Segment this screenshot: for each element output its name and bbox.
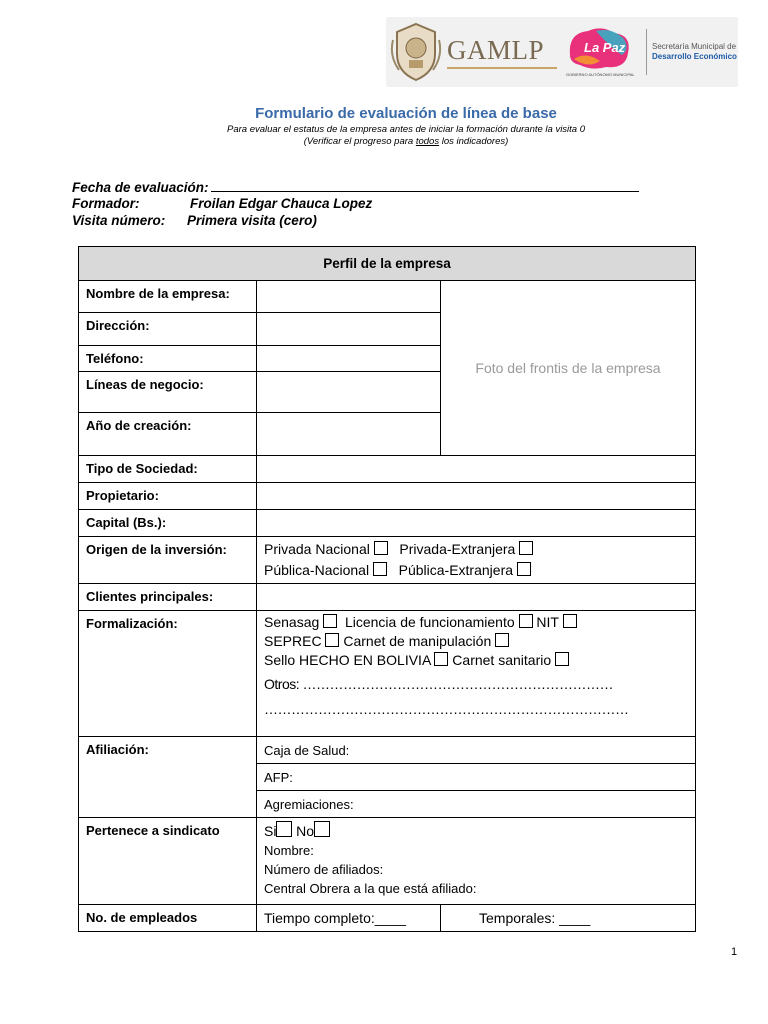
direccion-label: Dirección: bbox=[79, 313, 257, 346]
publica-extranjera-checkbox[interactable] bbox=[517, 562, 531, 576]
lapaz-logo-caption: GOBIERNO AUTÓNOMO MUNICIPAL bbox=[566, 72, 635, 77]
seprec-checkbox[interactable] bbox=[325, 633, 339, 647]
origen-label: Origen de la inversión: bbox=[79, 537, 257, 584]
gamlp-crest-icon bbox=[389, 20, 443, 84]
caja-salud-field[interactable]: Caja de Salud: bbox=[257, 737, 696, 764]
lineas-field[interactable] bbox=[257, 372, 441, 413]
tiempo-completo-field[interactable]: Tiempo completo:____ bbox=[257, 905, 441, 932]
fecha-row bbox=[72, 179, 639, 195]
afiliacion-label: Afiliación: bbox=[79, 737, 257, 818]
secretaria-line1: Secretaría Municipal de bbox=[652, 42, 737, 51]
anio-label: Año de creación: bbox=[79, 413, 257, 456]
carnet-sanitario-label: Carnet sanitario bbox=[452, 652, 552, 668]
clientes-field[interactable] bbox=[257, 584, 696, 611]
sindicato-afiliados[interactable]: Número de afiliados: bbox=[264, 862, 384, 877]
origen-options bbox=[257, 537, 696, 584]
afp-field[interactable]: AFP: bbox=[257, 764, 696, 791]
publica-extranjera-label: Pública-Extranjera bbox=[398, 562, 514, 578]
empleados-label: No. de empleados bbox=[79, 905, 257, 932]
anio-field[interactable] bbox=[257, 413, 441, 456]
direccion-field[interactable] bbox=[257, 313, 441, 346]
gamlp-logo-text: GAMLP bbox=[447, 35, 545, 65]
si-checkbox[interactable] bbox=[276, 821, 292, 837]
capital-field[interactable] bbox=[257, 510, 696, 537]
privada-extranjera-checkbox[interactable] bbox=[519, 541, 533, 555]
form-title: Formulario de evaluación de línea de base bbox=[255, 105, 557, 122]
formador-label: Formador: bbox=[72, 196, 140, 211]
photo-placeholder[interactable]: Foto del frontis de la empresa bbox=[441, 281, 696, 456]
form-subtitle-note: (Verificar el progreso para todos los indicadores) bbox=[303, 136, 509, 147]
gamlp-logo-underline bbox=[447, 67, 557, 69]
page-number: 1 bbox=[731, 946, 738, 958]
visita-value: Primera visita (cero) bbox=[187, 213, 317, 228]
temporales-field[interactable]: Temporales: ____ bbox=[441, 905, 696, 932]
sello-checkbox[interactable] bbox=[434, 652, 448, 666]
visita-label: Visita número: bbox=[72, 213, 166, 228]
seprec-label: SEPREC bbox=[264, 633, 322, 649]
otros-line-2[interactable]: ……………………………………………………………………… bbox=[264, 701, 629, 717]
telefono-label: Teléfono: bbox=[79, 346, 257, 372]
visita-row bbox=[72, 213, 317, 228]
publica-nacional-checkbox[interactable] bbox=[373, 562, 387, 576]
lapaz-logo-text: La Paz bbox=[584, 40, 626, 55]
telefono-field[interactable] bbox=[257, 346, 441, 372]
tipo-field[interactable] bbox=[257, 456, 696, 483]
tipo-label: Tipo de Sociedad: bbox=[79, 456, 257, 483]
si-label: Si bbox=[264, 823, 277, 839]
lineas-label: Líneas de negocio: bbox=[79, 372, 257, 413]
propietario-label: Propietario: bbox=[79, 483, 257, 510]
fecha-blank-line[interactable] bbox=[211, 179, 639, 192]
table-header: Perfil de la empresa bbox=[79, 247, 696, 281]
logo-divider bbox=[646, 29, 647, 75]
capital-label: Capital (Bs.): bbox=[79, 510, 257, 537]
form-subtitle: Para evaluar el estatus de la empresa antes de iniciar la formación durante la visita 0 bbox=[226, 124, 586, 135]
sindicato-nombre[interactable]: Nombre: bbox=[264, 843, 314, 858]
carnet-manipulacion-checkbox[interactable] bbox=[495, 633, 509, 647]
formador-row bbox=[72, 196, 372, 211]
agremiaciones-field[interactable]: Agremiaciones: bbox=[257, 791, 696, 818]
formalizacion-options bbox=[257, 611, 696, 737]
carnet-sanitario-checkbox[interactable] bbox=[555, 652, 569, 666]
sindicato-central[interactable]: Central Obrera a la que está afiliado: bbox=[264, 881, 477, 896]
clientes-label: Clientes principales: bbox=[79, 584, 257, 611]
carnet-manipulacion-label: Carnet de manipulación bbox=[343, 633, 492, 649]
nombre-field[interactable] bbox=[257, 281, 441, 313]
formador-value: Froilan Edgar Chauca Lopez bbox=[190, 196, 373, 211]
secretaria-line2: Desarrollo Económico bbox=[652, 52, 737, 61]
privada-nacional-checkbox[interactable] bbox=[374, 541, 388, 555]
propietario-field[interactable] bbox=[257, 483, 696, 510]
nit-checkbox[interactable] bbox=[563, 614, 577, 628]
privada-extranjera-label: Privada-Extranjera bbox=[399, 541, 516, 557]
licencia-checkbox[interactable] bbox=[519, 614, 533, 628]
otros-line[interactable]: Otros: …………………………………………………………… bbox=[264, 676, 614, 692]
sindicato-fields bbox=[257, 818, 696, 905]
nombre-label: Nombre de la empresa: bbox=[79, 281, 257, 313]
senasag-label: Senasag bbox=[264, 614, 320, 630]
fecha-label: Fecha de evaluación: bbox=[72, 180, 209, 195]
sindicato-label: Pertenece a sindicato bbox=[79, 818, 257, 905]
licencia-label: Licencia de funcionamiento bbox=[344, 614, 515, 630]
privada-nacional-label: Privada Nacional bbox=[264, 541, 370, 557]
sello-label: Sello HECHO EN BOLIVIA bbox=[264, 652, 431, 668]
underlined-word: todos bbox=[415, 136, 440, 147]
no-label: No bbox=[296, 823, 314, 839]
no-checkbox[interactable] bbox=[314, 821, 330, 837]
header-logo-band bbox=[386, 17, 738, 87]
formalizacion-label: Formalización: bbox=[79, 611, 257, 737]
publica-nacional-label: Pública-Nacional bbox=[264, 562, 370, 578]
company-profile-table bbox=[78, 246, 696, 932]
senasag-checkbox[interactable] bbox=[323, 614, 337, 628]
nit-label: NIT bbox=[536, 614, 559, 630]
